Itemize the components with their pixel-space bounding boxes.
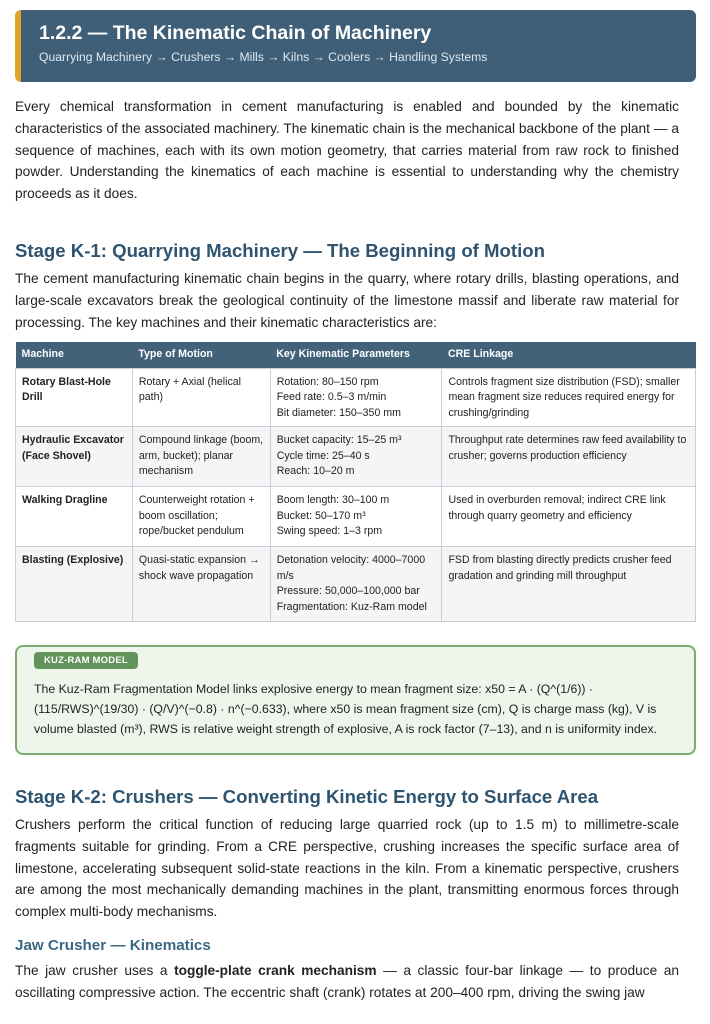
cre-cell: Used in overburden removal; indirect CRE link through quarry geometry and efficiency: [442, 487, 696, 547]
machine-cell: Rotary Blast-Hole Drill: [16, 368, 133, 427]
table-header-cell: Machine: [16, 342, 133, 368]
jaw-text-bold: toggle-plate crank mechanism: [174, 963, 377, 978]
cre-cell: Throughput rate determines raw feed availability to crusher; governs production efficiency: [442, 427, 696, 487]
cre-cell: FSD from blasting directly predicts crusher feed gradation and grinding mill throughput: [442, 547, 696, 621]
cre-cell: Controls fragment size distribution (FSD); smaller mean fragment size reduces required energy for crushing/grinding: [442, 368, 696, 427]
motion-cell: Counterweight rotation + boom oscillation; rope/bucket pendulum: [132, 487, 270, 547]
jaw-text-post: — a classic four-bar linkage — to produce an oscillating compressive action. The eccentric shaft (crank) rotates at 200–400 rpm, driving the swing jaw: [15, 963, 680, 1000]
param-line: Feed rate: 0.5–3 m/min: [276, 391, 387, 404]
table-header-cell: Type of Motion: [132, 342, 270, 368]
machine-cell: Hydraulic Excavator (Face Shovel): [16, 427, 133, 487]
section-subtitle: Quarrying Machinery → Crushers → Mills → Kilns → Coolers → Handling Systems: [39, 50, 488, 64]
params-cell: [270, 547, 442, 621]
table-row: [16, 547, 696, 621]
stage-k1-paragraph: The cement manufacturing kinematic chain begins in the quarry, where rotary drills, blasting operations, and large-scale excavators break the geological continuity of the limestone massif and liberate raw material for processing. The key machines and their kinematic characteristics are:: [15, 271, 679, 330]
quarrying-machinery-table: [15, 342, 696, 622]
stage-k2-paragraph: Crushers perform the critical function of reducing large quarried rock (up to 1.5 m) to millimetre-scale fragments suitable for grinding. From a CRE perspective, crushing increases the specific surface area of limestone, accelerating subsequent solid-state reactions in the kiln. From a kinematic perspective, crushers are among the most mechanically demanding machines in the plant, transmitting enormous forces through complex multi-body mechanisms.: [15, 817, 679, 920]
callout-text: The Kuz-Ram Fragmentation Model links explosive energy to mean fragment size: x50 = A · (Q^(1/6)) · (115/RWS)^(19/30) · (Q/V)^(−0.8) · n^(−0.633), where x50 is mean fragment size (cm), Q is charge mass (kg), V is volume blasted (m³), RWS is relative weight strength of explosive, A is rock factor (7–13), and n is uniformity index.: [34, 682, 658, 737]
param-line: Cycle time: 25–40 s: [276, 449, 370, 462]
table-header-row: [16, 342, 696, 368]
table-header-cell: CRE Linkage: [442, 342, 696, 368]
kuz-ram-callout: [15, 645, 696, 755]
jaw-text-pre: The jaw crusher uses a: [15, 963, 175, 978]
table-header-cell: Key Kinematic Parameters: [270, 342, 442, 368]
motion-cell: Rotary + Axial (helical path): [132, 368, 270, 427]
param-line: Bucket capacity: 15–25 m³: [276, 434, 402, 447]
motion-cell: Compound linkage (boom, arm, bucket); planar mechanism: [132, 427, 270, 487]
jaw-crusher-paragraph: [15, 960, 679, 1004]
param-line: Reach: 10–20 m: [276, 465, 355, 478]
stage-k2-heading: Stage K-2: Crushers — Converting Kinetic Energy to Surface Area: [15, 786, 599, 807]
jaw-crusher-heading: Jaw Crusher — Kinematics: [15, 937, 211, 954]
param-line: Bit diameter: 150–350 mm: [276, 406, 401, 419]
machine-cell: Walking Dragline: [16, 487, 133, 547]
param-line: Pressure: 50,000–100,000 bar: [276, 585, 420, 598]
param-line: Swing speed: 1–3 rpm: [276, 525, 383, 538]
section-title: 1.2.2 — The Kinematic Chain of Machinery: [39, 22, 432, 44]
param-line: Boom length: 30–100 m: [276, 494, 390, 507]
motion-cell: Quasi-static expansion → shock wave propagation: [132, 547, 270, 621]
param-line: Detonation velocity: 4000–7000 m/s: [276, 554, 426, 582]
params-cell: [270, 427, 442, 487]
intro-paragraph: Every chemical transformation in cement manufacturing is enabled and bounded by the kinematic characteristics of the associated machinery. The kinematic chain is the mechanical backbone of the plant — a sequence of machines, each with its own motion geometry, that carries material from raw rock to finished powder. Understanding the kinematics of each machine is essential to understanding why the chemistry proceeds as it does.: [15, 99, 679, 202]
params-cell: [270, 487, 442, 547]
stage-k1-heading: Stage K-1: Quarrying Machinery — The Beginning of Motion: [15, 240, 545, 261]
machine-cell: Blasting (Explosive): [16, 547, 133, 621]
callout-badge: KUZ-RAM MODEL: [34, 652, 138, 669]
table-row: [16, 427, 696, 487]
table-row: [16, 487, 696, 547]
param-line: Bucket: 50–170 m³: [276, 509, 366, 522]
params-cell: [270, 368, 442, 427]
param-line: Rotation: 80–150 rpm: [276, 375, 379, 388]
param-line: Fragmentation: Kuz-Ram model: [276, 601, 427, 614]
table-row: [16, 368, 696, 427]
section-header: [15, 10, 696, 82]
